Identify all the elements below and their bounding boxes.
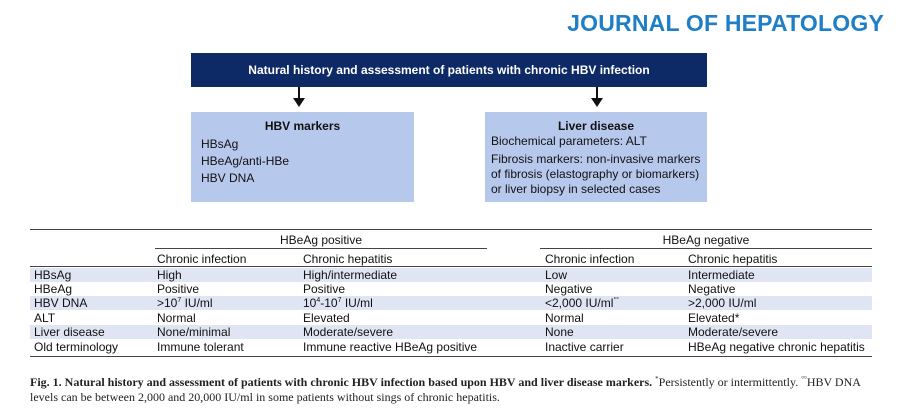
hbv-marker-item: HBsAg (201, 137, 239, 151)
footnote-text: Persistently or intermittently. (658, 375, 799, 389)
table-cell: $>10^7$ IU/ml (157, 296, 213, 310)
arrow-right-head (591, 98, 603, 107)
row-label: HBsAg (34, 268, 72, 282)
table-cell: Low (545, 268, 568, 282)
column-header: Chronic infection (545, 252, 635, 266)
hbv-markers-heading: HBV markers (264, 119, 341, 133)
table-cell: <2,000 IU/ml°° (545, 296, 619, 310)
table-cell: None (545, 325, 574, 339)
liver-disease-heading: Liver disease (557, 119, 635, 133)
liver-disease-line: Fibrosis markers: non-invasive markers (491, 152, 701, 166)
table-cell: HBeAg negative chronic hepatitis (688, 340, 865, 354)
table-cell: High (157, 268, 182, 282)
table-cell: Negative (545, 282, 593, 296)
journal-title: JOURNAL OF HEPATOLOGY (567, 10, 884, 36)
table-top-rule (30, 229, 872, 230)
column-header: Chronic hepatitis (688, 252, 778, 266)
group-rule-positive (155, 248, 487, 249)
group-rule-negative (540, 248, 872, 249)
row-label: Old terminology (34, 340, 119, 354)
arrow-left-head (293, 98, 305, 107)
top-box-label: Natural history and assessment of patients with chronic HBV infection (248, 63, 650, 77)
hbv-marker-item: HBeAg/anti-HBe (201, 154, 290, 168)
table-cell: Immune tolerant (157, 340, 244, 354)
table-cell: Negative (688, 282, 736, 296)
table-cell: Elevated* (688, 311, 740, 325)
group-header-hbeag-positive: HBeAg positive (279, 233, 363, 247)
liver-disease-line: or liver biopsy in selected cases (491, 182, 661, 196)
row-label: HBV DNA (34, 296, 88, 310)
table-cell: Positive (157, 282, 200, 296)
column-header: Chronic hepatitis (303, 252, 393, 266)
footnote-text: HBV DNA levels can be between 2,000 and 20,000 IU/ml in some patients without sings of chronic hepatitis. (30, 375, 861, 404)
footnote-mark: * (655, 375, 659, 383)
footnote-mark: °° (801, 375, 807, 383)
liver-disease-line: of fibrosis (elastography or biomarkers) (491, 167, 700, 181)
table-cell: Normal (545, 311, 584, 325)
figure-caption (30, 375, 885, 405)
table-cell: $10^4-10^7$ IU/ml (303, 296, 373, 310)
hbv-markers-box (191, 112, 414, 202)
header-bottom-rule (30, 266, 872, 267)
table-bottom-rule (30, 356, 872, 357)
table-cell: None/minimal (157, 325, 231, 339)
table-cell: Intermediate (688, 268, 755, 282)
table-cell: >2,000 IU/ml (688, 296, 757, 310)
liver-disease-line: Biochemical parameters: ALT (491, 134, 647, 148)
flowchart-top-box (191, 53, 707, 87)
hbv-marker-item: HBV DNA (201, 171, 255, 185)
table-cell: Normal (157, 311, 196, 325)
table-cell: Moderate/severe (688, 325, 779, 339)
group-header-hbeag-negative: HBeAg negative (662, 233, 750, 247)
table-cell: Immune reactive HBeAg positive (303, 340, 478, 354)
table-cell: Elevated (303, 311, 350, 325)
table-cell: Positive (303, 282, 346, 296)
row-label: HBeAg (34, 282, 73, 296)
table-cell: High/intermediate (303, 268, 398, 282)
row-label: ALT (34, 311, 56, 325)
table-cell: Moderate/severe (303, 325, 394, 339)
caption-title: Fig. 1. Natural history and assessment of patients with chronic HBV infection based upon HBV and liver disease markers. (30, 375, 653, 389)
table-cell: Inactive carrier (545, 340, 624, 354)
liver-disease-box (485, 112, 707, 202)
row-label: Liver disease (34, 325, 105, 339)
column-header: Chronic infection (157, 252, 247, 266)
